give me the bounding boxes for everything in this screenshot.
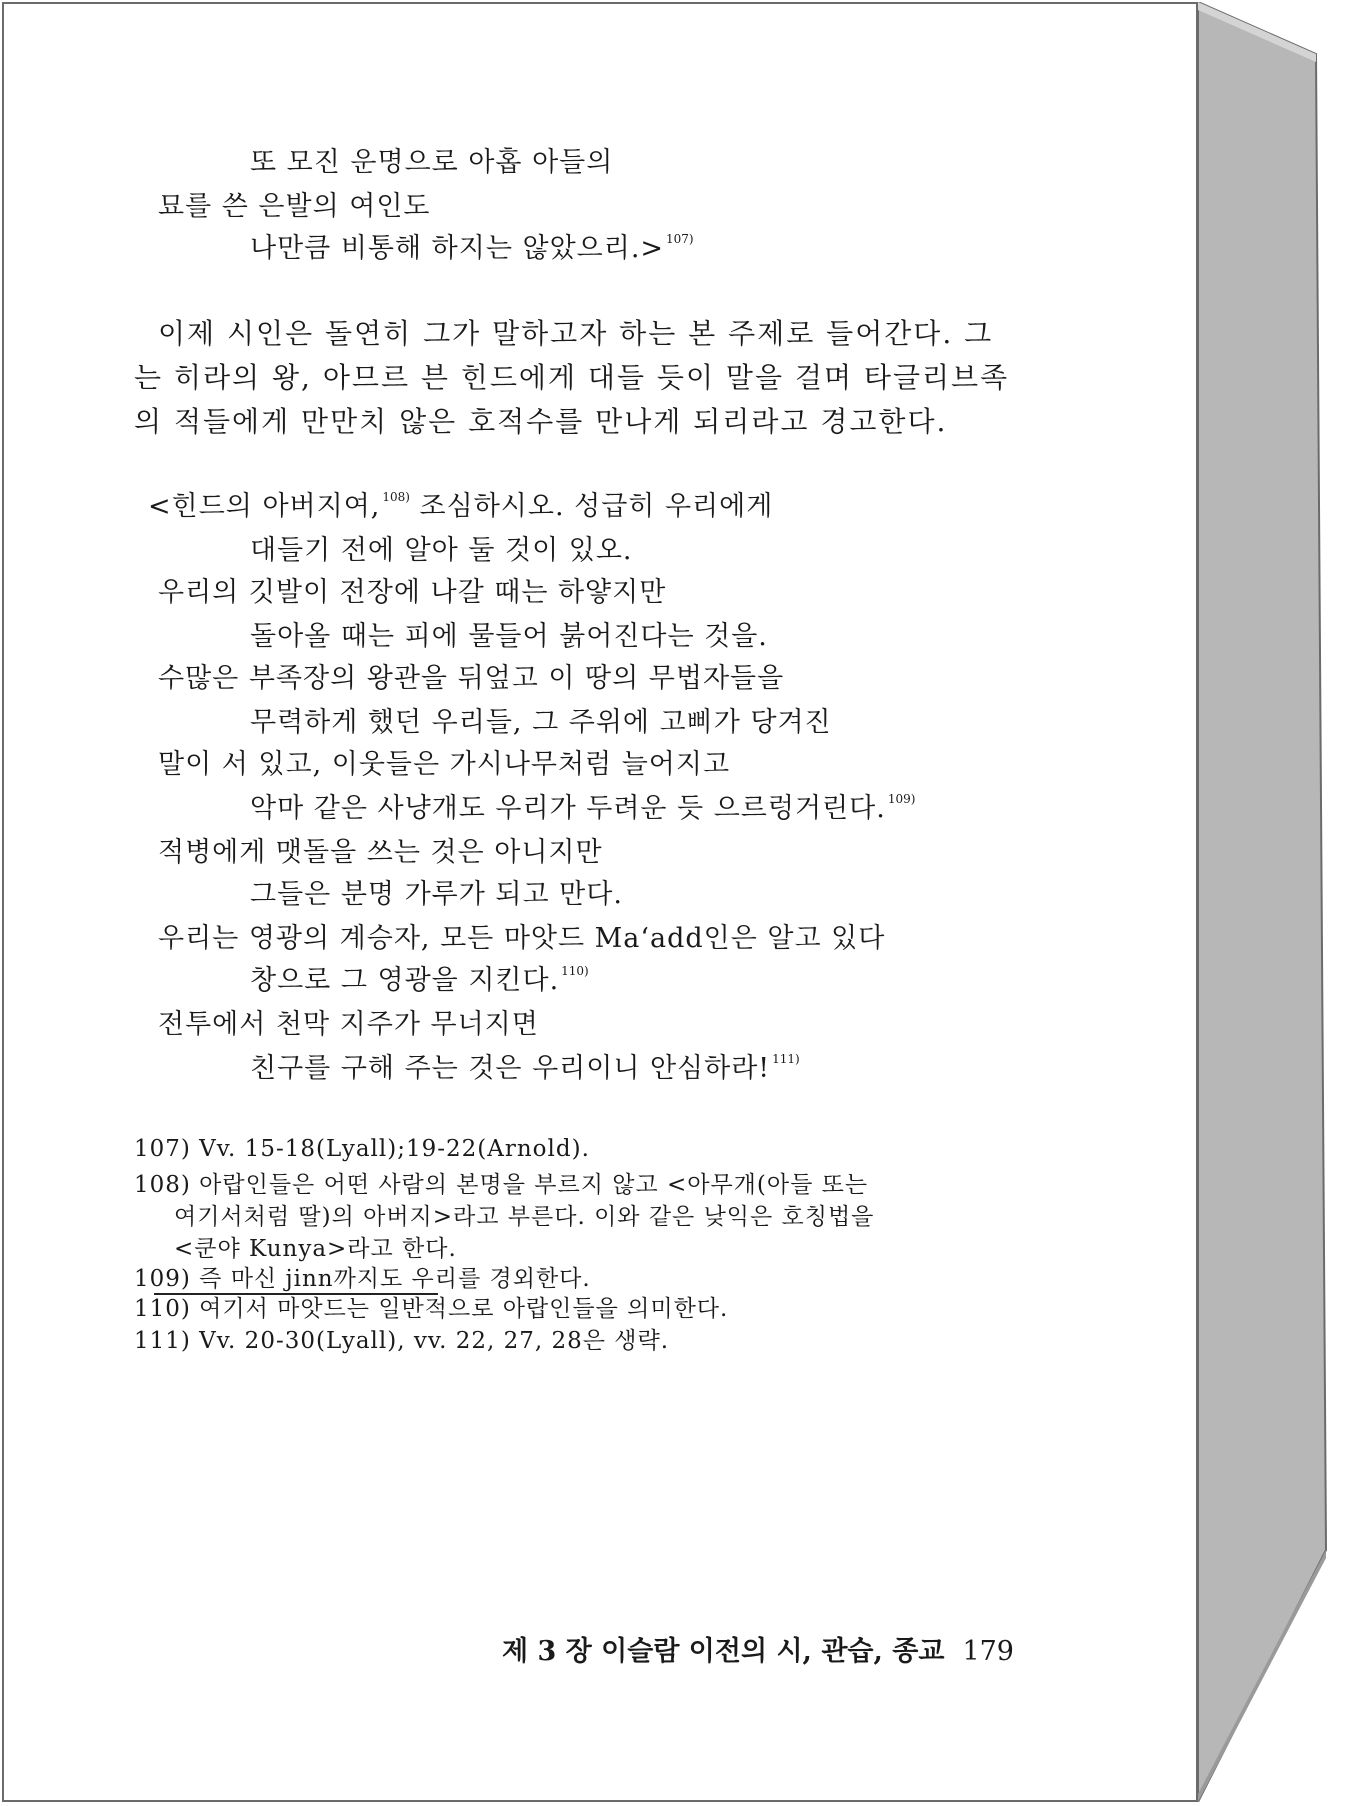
verse-line <box>250 226 694 265</box>
verse-text: 돌아올 때는 피에 물들어 붉어진다는 것을. <box>250 621 768 652</box>
footnote-text: 여기서처럼 딸)의 아버지>라고 부른다. 이와 같은 낮익은 호칭법을 <box>174 1204 875 1230</box>
paragraph-line <box>134 356 1009 396</box>
verse-line <box>158 184 431 223</box>
verse-text: 우리의 깃발이 전장에 나갈 때는 하얗지만 <box>158 577 667 608</box>
footnote-ref: 108) <box>382 490 410 504</box>
footnote-ref: 110) <box>561 964 589 978</box>
verse-line <box>250 700 832 739</box>
verse-text: 묘를 쓴 은발의 여인도 <box>158 191 431 222</box>
verse-line <box>250 786 915 825</box>
footnote-text: 111) Vv. 20-30(Lyall), vv. 22, 27, 28은 생략. <box>134 1328 670 1354</box>
page-number: 179 <box>962 1636 1014 1667</box>
page-edge-graphic <box>1198 2 1328 1802</box>
verse-text: 나만큼 비통해 하지는 않았으리.> <box>250 233 665 264</box>
verse-text: 친구를 구해 주는 것은 우리이니 안심하라! <box>250 1053 771 1084</box>
verse-text: 창으로 그 영광을 지킨다. <box>250 965 560 996</box>
verse-text: 그들은 분명 가루가 되고 만다. <box>250 879 623 910</box>
verse-line <box>158 830 603 869</box>
footnote-text: 108) 아랍인들은 어떤 사람의 본명을 부르지 않고 <아무개(아들 또는 <box>134 1172 869 1198</box>
page-block-edge <box>1198 2 1328 1802</box>
footnote <box>134 1290 728 1323</box>
verse-text: 적병에게 맷돌을 쓰는 것은 아니지만 <box>158 837 603 868</box>
verse-text: 악마 같은 사냥개도 우리가 두려운 듯 으르렁거린다. <box>250 793 886 824</box>
footnote <box>174 1198 874 1231</box>
footnote <box>174 1230 457 1263</box>
paragraph-text: 이제 시인은 돌연히 그가 말하고자 하는 본 주제로 들어간다. 그 <box>158 317 994 350</box>
verse-line <box>250 614 768 653</box>
footnote-ref: 111) <box>772 1052 800 1066</box>
footnote-text: <쿤야 Kunya>라고 한다. <box>174 1236 457 1262</box>
footnote-text: 107) Vv. 15-18(Lyall);19-22(Arnold). <box>134 1136 590 1162</box>
paragraph-line <box>134 400 947 440</box>
footnote-text: 110) 여기서 마앗드는 일반적으로 아랍인들을 의미한다. <box>134 1296 729 1322</box>
paragraph-text: 의 적들에게 만만치 않은 호적수를 만나게 되리라고 경고한다. <box>134 405 948 438</box>
verse-text: 대들기 전에 알아 둘 것이 있오. <box>250 535 633 566</box>
verse-text: 말이 서 있고, 이웃들은 가시나무처럼 늘어지고 <box>158 749 731 780</box>
verse-line <box>250 872 623 911</box>
running-footer <box>502 1629 1014 1668</box>
verse-text: 조심하시오. 성급히 우리에게 <box>409 491 774 522</box>
footnote-text: 109) 즉 마신 jinn까지도 우리를 경외한다. <box>134 1266 591 1292</box>
footnote <box>134 1166 868 1199</box>
verse-text: 수많은 부족장의 왕관을 뒤엎고 이 땅의 무법자들을 <box>158 663 785 694</box>
verse-line <box>250 1046 800 1085</box>
verse-text: 우리는 영광의 계승자, 모든 마앗드 Ma‘add인은 알고 있다 <box>158 923 886 954</box>
verse-text: 무력하게 했던 우리들, 그 주위에 고삐가 당겨진 <box>250 707 832 738</box>
footnote-ref: 109) <box>887 792 916 806</box>
verse-line <box>250 958 589 997</box>
verse-line <box>158 656 784 695</box>
verse-text: <힌드의 아버지여, <box>148 491 381 522</box>
verse-line <box>158 570 666 609</box>
verse-text: 전투에서 천막 지주가 무너지면 <box>158 1009 539 1040</box>
book-page <box>2 2 1198 1802</box>
verse-line <box>158 742 730 781</box>
verse-line <box>250 140 613 179</box>
verse-line <box>158 1002 539 1041</box>
footnote <box>134 1136 590 1162</box>
verse-line <box>158 916 885 955</box>
footnote-ref: 107) <box>666 232 694 246</box>
paragraph-line <box>158 312 993 352</box>
paragraph-text: 는 히라의 왕, 아므르 븐 힌드에게 대들 듯이 말을 걸며 타글리브족 <box>134 361 1010 394</box>
verse-line <box>148 484 773 523</box>
footnote <box>134 1322 669 1355</box>
footnote <box>134 1260 591 1293</box>
verse-text: 또 모진 운명으로 아홉 아들의 <box>250 147 614 178</box>
verse-line <box>250 528 632 567</box>
chapter-title: 제 3 장 이슬람 이전의 시, 관습, 종교 <box>502 1636 945 1667</box>
